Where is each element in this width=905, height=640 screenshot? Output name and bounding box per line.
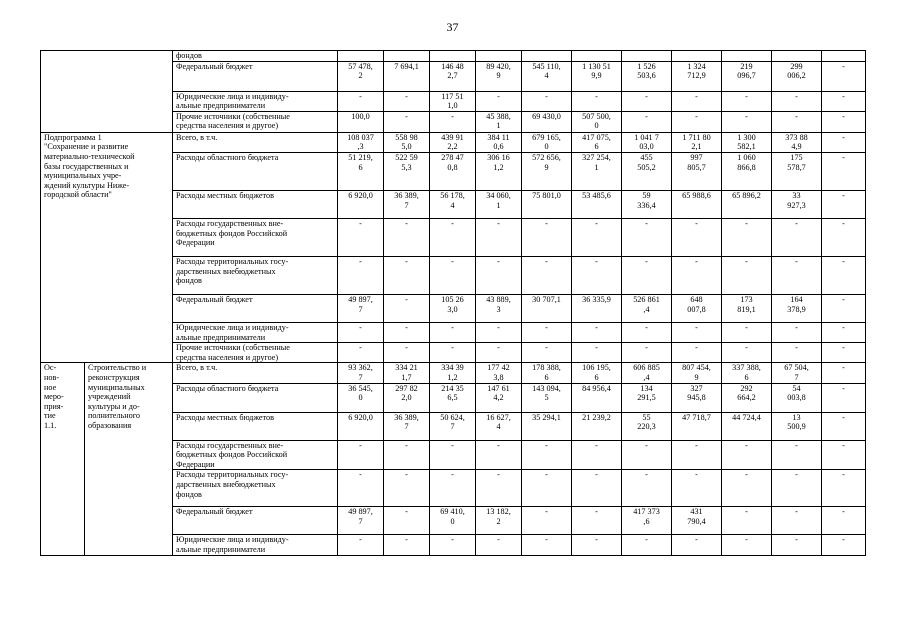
- value-cell: -: [384, 343, 430, 363]
- value-cell: 175 578,7: [772, 152, 822, 190]
- value-cell: -: [722, 535, 772, 555]
- value-cell: 299 006,2: [772, 61, 822, 91]
- value-cell: [822, 51, 866, 62]
- value-cell: 13 182, 2: [476, 507, 522, 535]
- value-cell: -: [772, 218, 822, 256]
- value-cell: 45 388, 1: [476, 111, 522, 132]
- value-cell: 417 373 ,6: [622, 507, 672, 535]
- value-cell: -: [522, 218, 572, 256]
- value-cell: -: [622, 343, 672, 363]
- value-cell: -: [384, 91, 430, 111]
- value-cell: 16 627, 4: [476, 412, 522, 440]
- value-cell: -: [572, 218, 622, 256]
- value-cell: 108 037 ,3: [338, 132, 384, 152]
- value-cell: -: [338, 322, 384, 342]
- value-cell: -: [572, 322, 622, 342]
- value-cell: 21 239,2: [572, 412, 622, 440]
- value-cell: -: [384, 507, 430, 535]
- value-cell: -: [822, 363, 866, 383]
- value-cell: 1 711 80 2,1: [672, 132, 722, 152]
- event-title: Строительство и реконструкция муниципальных учреждений культуры и до- полнительного образования: [85, 363, 173, 555]
- value-cell: -: [822, 343, 866, 363]
- value-cell: -: [572, 440, 622, 470]
- value-cell: 679 165, 0: [522, 132, 572, 152]
- value-cell: -: [430, 256, 476, 294]
- value-cell: 69 410, 0: [430, 507, 476, 535]
- value-cell: [522, 51, 572, 62]
- value-cell: -: [672, 91, 722, 111]
- value-cell: 143 094, 5: [522, 383, 572, 412]
- value-cell: -: [822, 132, 866, 152]
- table-row: [41, 51, 866, 62]
- source-cell: Федеральный бюджет: [173, 507, 338, 535]
- value-cell: -: [622, 111, 672, 132]
- value-cell: 146 48 2,7: [430, 61, 476, 91]
- value-cell: -: [476, 322, 522, 342]
- value-cell: -: [822, 61, 866, 91]
- table-row: [41, 132, 866, 152]
- value-cell: 327 254, 1: [572, 152, 622, 190]
- value-cell: 33 927,3: [772, 190, 822, 218]
- source-cell: Федеральный бюджет: [173, 61, 338, 91]
- value-cell: -: [772, 343, 822, 363]
- merged-empty-cell: [41, 51, 173, 133]
- value-cell: -: [338, 91, 384, 111]
- value-cell: -: [722, 256, 772, 294]
- value-cell: -: [672, 535, 722, 555]
- value-cell: -: [476, 535, 522, 555]
- source-cell: Расходы местных бюджетов: [173, 412, 338, 440]
- value-cell: 526 861 ,4: [622, 294, 672, 322]
- value-cell: -: [430, 343, 476, 363]
- value-cell: -: [384, 440, 430, 470]
- value-cell: -: [822, 256, 866, 294]
- value-cell: -: [522, 91, 572, 111]
- value-cell: 417 075, 6: [572, 132, 622, 152]
- value-cell: 545 110, 4: [522, 61, 572, 91]
- value-cell: 100,0: [338, 111, 384, 132]
- value-cell: 507 500, 0: [572, 111, 622, 132]
- value-cell: -: [622, 322, 672, 342]
- value-cell: [430, 51, 476, 62]
- value-cell: -: [338, 343, 384, 363]
- value-cell: -: [822, 440, 866, 470]
- source-cell: Юридические лица и индивиду- альные предприниматели: [173, 322, 338, 342]
- source-cell: Расходы территориальных госу- дарственных внебюджетных фондов: [173, 256, 338, 294]
- value-cell: 50 624, 7: [430, 412, 476, 440]
- value-cell: -: [772, 507, 822, 535]
- value-cell: 1 041 7 03,0: [622, 132, 672, 152]
- source-cell: Расходы областного бюджета: [173, 383, 338, 412]
- value-cell: -: [338, 256, 384, 294]
- source-cell: Расходы местных бюджетов: [173, 190, 338, 218]
- value-cell: -: [672, 440, 722, 470]
- page-number: 37: [446, 20, 459, 34]
- value-cell: 6 920,0: [338, 190, 384, 218]
- value-cell: 54 003,8: [772, 383, 822, 412]
- source-cell: Федеральный бюджет: [173, 294, 338, 322]
- value-cell: -: [476, 470, 522, 507]
- value-cell: -: [722, 218, 772, 256]
- value-cell: 278 47 0,8: [430, 152, 476, 190]
- value-cell: -: [822, 218, 866, 256]
- value-cell: [476, 51, 522, 62]
- source-cell: фондов: [173, 51, 338, 62]
- value-cell: 89 420, 9: [476, 61, 522, 91]
- value-cell: 51 219, 6: [338, 152, 384, 190]
- value-cell: -: [772, 322, 822, 342]
- value-cell: -: [430, 535, 476, 555]
- value-cell: 49 897, 7: [338, 294, 384, 322]
- value-cell: -: [822, 412, 866, 440]
- value-cell: -: [338, 440, 384, 470]
- value-cell: -: [384, 294, 430, 322]
- value-cell: -: [672, 256, 722, 294]
- value-cell: -: [430, 322, 476, 342]
- value-cell: -: [822, 152, 866, 190]
- value-cell: 292 664,2: [722, 383, 772, 412]
- value-cell: [672, 51, 722, 62]
- value-cell: -: [672, 470, 722, 507]
- value-cell: 373 88 4,9: [772, 132, 822, 152]
- value-cell: 35 294,1: [522, 412, 572, 440]
- value-cell: 1 526 503,6: [622, 61, 672, 91]
- value-cell: 6 920,0: [338, 412, 384, 440]
- event-label: Ос- нов- ное меро- прия- тие 1.1.: [41, 363, 85, 555]
- value-cell: -: [572, 256, 622, 294]
- value-cell: -: [722, 91, 772, 111]
- source-cell: Прочие источники (собственные средства населения и другое): [173, 343, 338, 363]
- value-cell: -: [822, 190, 866, 218]
- value-cell: 147 61 4,2: [476, 383, 522, 412]
- value-cell: 1 130 51 9,9: [572, 61, 622, 91]
- value-cell: 384 11 0,6: [476, 132, 522, 152]
- value-cell: -: [384, 535, 430, 555]
- value-cell: 337 388, 6: [722, 363, 772, 383]
- value-cell: -: [772, 256, 822, 294]
- value-cell: -: [722, 322, 772, 342]
- value-cell: 30 707,1: [522, 294, 572, 322]
- value-cell: -: [622, 440, 672, 470]
- value-cell: -: [822, 294, 866, 322]
- value-cell: 455 505,2: [622, 152, 672, 190]
- value-cell: 105 26 3,0: [430, 294, 476, 322]
- value-cell: 65 896,2: [722, 190, 772, 218]
- value-cell: 36 389, 7: [384, 190, 430, 218]
- value-cell: -: [722, 470, 772, 507]
- value-cell: 648 007,8: [672, 294, 722, 322]
- value-cell: -: [822, 470, 866, 507]
- value-cell: -: [822, 111, 866, 132]
- value-cell: -: [522, 343, 572, 363]
- value-cell: 807 454, 9: [672, 363, 722, 383]
- subprogram-title: Подпрограмма 1 "Сохранение и развитие материально-технической базы государственных и муниципальных учре- ждений культуры Ниже- городской области": [41, 132, 173, 363]
- value-cell: 173 819,1: [722, 294, 772, 322]
- value-cell: -: [522, 535, 572, 555]
- value-cell: 327 945,8: [672, 383, 722, 412]
- value-cell: 43 889, 3: [476, 294, 522, 322]
- value-cell: -: [338, 218, 384, 256]
- value-cell: 65 988,6: [672, 190, 722, 218]
- value-cell: 431 790,4: [672, 507, 722, 535]
- value-cell: -: [476, 218, 522, 256]
- value-cell: 56 178, 4: [430, 190, 476, 218]
- source-cell: Юридические лица и индивиду- альные предприниматели: [173, 535, 338, 555]
- value-cell: 558 98 5,0: [384, 132, 430, 152]
- value-cell: 997 805,7: [672, 152, 722, 190]
- value-cell: -: [384, 111, 430, 132]
- value-cell: -: [772, 535, 822, 555]
- value-cell: -: [672, 218, 722, 256]
- value-cell: -: [772, 470, 822, 507]
- source-cell: Расходы территориальных госу- дарственных внебюджетных фондов: [173, 470, 338, 507]
- source-cell: Всего, в т.ч.: [173, 132, 338, 152]
- value-cell: -: [338, 535, 384, 555]
- value-cell: -: [522, 440, 572, 470]
- value-cell: 84 956,4: [572, 383, 622, 412]
- value-cell: [772, 51, 822, 62]
- value-cell: -: [522, 256, 572, 294]
- value-cell: 53 485,6: [572, 190, 622, 218]
- value-cell: 1 060 866,8: [722, 152, 772, 190]
- value-cell: -: [622, 218, 672, 256]
- value-cell: 36 335,9: [572, 294, 622, 322]
- value-cell: 334 21 1,7: [384, 363, 430, 383]
- value-cell: [572, 51, 622, 62]
- value-cell: 34 060, 1: [476, 190, 522, 218]
- value-cell: -: [772, 111, 822, 132]
- value-cell: 36 545, 0: [338, 383, 384, 412]
- value-cell: -: [822, 91, 866, 111]
- value-cell: 47 718,7: [672, 412, 722, 440]
- value-cell: 439 91 2,2: [430, 132, 476, 152]
- value-cell: -: [722, 507, 772, 535]
- value-cell: -: [822, 322, 866, 342]
- value-cell: -: [722, 440, 772, 470]
- value-cell: -: [384, 256, 430, 294]
- value-cell: -: [430, 440, 476, 470]
- value-cell: 572 656, 9: [522, 152, 572, 190]
- value-cell: -: [622, 535, 672, 555]
- value-cell: -: [522, 507, 572, 535]
- value-cell: -: [572, 470, 622, 507]
- value-cell: 36 389, 7: [384, 412, 430, 440]
- source-cell: Юридические лица и индивиду- альные предприниматели: [173, 91, 338, 111]
- value-cell: 306 16 1,2: [476, 152, 522, 190]
- value-cell: 7 694,1: [384, 61, 430, 91]
- value-cell: 297 82 2,0: [384, 383, 430, 412]
- source-cell: Прочие источники (собственные средства населения и другое): [173, 111, 338, 132]
- value-cell: [622, 51, 672, 62]
- value-cell: 69 430,0: [522, 111, 572, 132]
- value-cell: -: [622, 91, 672, 111]
- value-cell: -: [622, 256, 672, 294]
- value-cell: -: [476, 343, 522, 363]
- value-cell: [384, 51, 430, 62]
- value-cell: 93 362, 7: [338, 363, 384, 383]
- value-cell: -: [338, 470, 384, 507]
- value-cell: -: [572, 91, 622, 111]
- value-cell: 1 324 712,9: [672, 61, 722, 91]
- value-cell: 75 801,0: [522, 190, 572, 218]
- value-cell: -: [384, 470, 430, 507]
- value-cell: -: [430, 111, 476, 132]
- value-cell: -: [572, 343, 622, 363]
- value-cell: -: [722, 111, 772, 132]
- value-cell: -: [430, 470, 476, 507]
- value-cell: [722, 51, 772, 62]
- value-cell: -: [722, 343, 772, 363]
- value-cell: 334 39 1,2: [430, 363, 476, 383]
- source-cell: Всего, в т.ч.: [173, 363, 338, 383]
- value-cell: 59 336,4: [622, 190, 672, 218]
- value-cell: 522 59 5,3: [384, 152, 430, 190]
- value-cell: 13 500,9: [772, 412, 822, 440]
- value-cell: -: [384, 218, 430, 256]
- value-cell: -: [476, 256, 522, 294]
- value-cell: 178 388, 6: [522, 363, 572, 383]
- source-cell: Расходы областного бюджета: [173, 152, 338, 190]
- value-cell: 55 220,3: [622, 412, 672, 440]
- value-cell: -: [522, 322, 572, 342]
- value-cell: 134 291,5: [622, 383, 672, 412]
- value-cell: 219 096,7: [722, 61, 772, 91]
- value-cell: -: [822, 383, 866, 412]
- value-cell: -: [572, 535, 622, 555]
- value-cell: -: [772, 91, 822, 111]
- value-cell: 44 724,4: [722, 412, 772, 440]
- value-cell: 1 300 582,1: [722, 132, 772, 152]
- value-cell: 117 51 1,0: [430, 91, 476, 111]
- value-cell: -: [384, 322, 430, 342]
- value-cell: [338, 51, 384, 62]
- value-cell: -: [672, 322, 722, 342]
- table-row: [41, 363, 866, 383]
- value-cell: 606 885 ,4: [622, 363, 672, 383]
- value-cell: -: [822, 535, 866, 555]
- value-cell: 164 378,9: [772, 294, 822, 322]
- value-cell: -: [476, 440, 522, 470]
- value-cell: 57 478, 2: [338, 61, 384, 91]
- value-cell: -: [572, 507, 622, 535]
- source-cell: Расходы государственных вне- бюджетных фондов Российской Федерации: [173, 218, 338, 256]
- value-cell: -: [522, 470, 572, 507]
- budget-table: [40, 50, 866, 556]
- value-cell: 49 897, 7: [338, 507, 384, 535]
- source-cell: Расходы государственных вне- бюджетных фондов Российской Федерации: [173, 440, 338, 470]
- value-cell: 177 42 3,8: [476, 363, 522, 383]
- value-cell: -: [672, 111, 722, 132]
- value-cell: -: [772, 440, 822, 470]
- value-cell: 67 504, 7: [772, 363, 822, 383]
- value-cell: 106 195, 6: [572, 363, 622, 383]
- value-cell: -: [822, 507, 866, 535]
- value-cell: -: [672, 343, 722, 363]
- value-cell: -: [476, 91, 522, 111]
- value-cell: -: [622, 470, 672, 507]
- value-cell: -: [430, 218, 476, 256]
- value-cell: 214 35 6,5: [430, 383, 476, 412]
